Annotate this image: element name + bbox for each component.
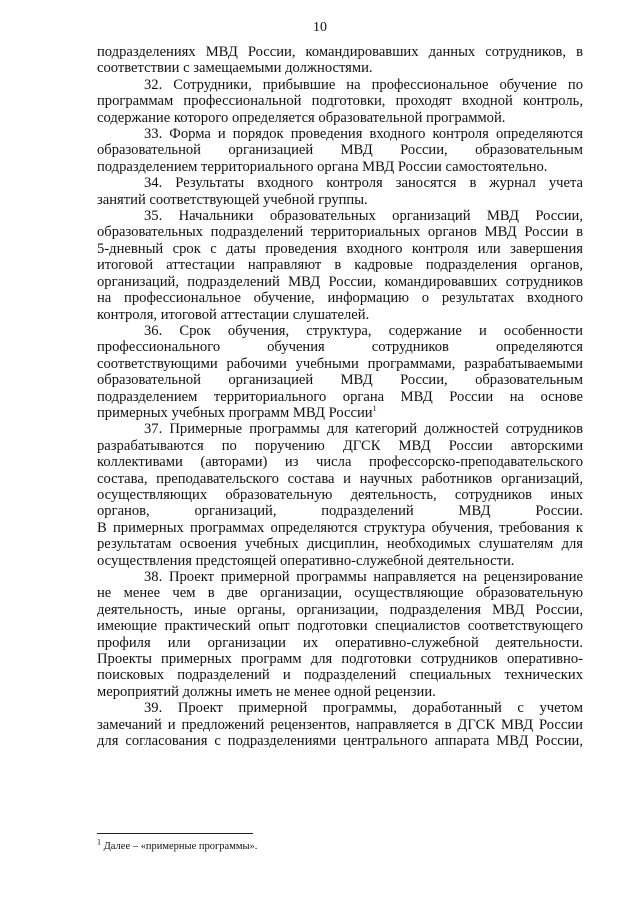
paragraph-36-line: образовательной организацией МВД России, образовательным bbox=[97, 372, 583, 389]
paragraph-38-line: не менее чем в две организации, осуществляющие образовательную bbox=[97, 585, 583, 602]
paragraph-continuation-line: подразделениях МВД России, командировавших данных сотрудников, в bbox=[97, 44, 583, 60]
footnote-text: Далее – «примерные программы». bbox=[101, 841, 258, 852]
paragraph-36-line: профессионального обучения сотрудников определяются bbox=[97, 339, 583, 356]
footnote-divider bbox=[97, 833, 253, 834]
paragraph-35-line: 5-дневный срок с даты проведения входного контроля или завершения bbox=[97, 240, 583, 257]
paragraph-37-line: коллективами (авторами) из числа профессорско-преподавательского bbox=[97, 454, 583, 471]
paragraph-35-line: на профессиональное обучение, информацию о результатах входного bbox=[97, 290, 583, 307]
paragraph-36-line: 36. Срок обучения, структура, содержание и особенности bbox=[144, 322, 583, 339]
paragraph-32-line: программам профессиональной подготовки, проходят входной контроль, bbox=[97, 93, 583, 110]
paragraph-33-line: образовательной организацией МВД России, образовательным bbox=[97, 142, 583, 159]
paragraph-36-last-text: примерных учебных программ МВД России bbox=[97, 404, 373, 421]
paragraph-37-line: разрабатываются по поручению ДГСК МВД России авторскими bbox=[97, 437, 583, 454]
paragraph-33-line: 33. Форма и порядок проведения входного контроля определяются bbox=[144, 126, 583, 143]
paragraph-32-line: 32. Сотрудники, прибывшие на профессиональное обучение по bbox=[144, 76, 583, 93]
paragraph-39-line: 39. Проект примерной программы, доработанный с учетом bbox=[144, 700, 583, 717]
paragraph-36-line: соответствующими рабочими учебными программами, разрабатываемыми bbox=[97, 355, 583, 372]
body-text bbox=[97, 44, 583, 749]
paragraph-35-line: 35. Начальники образовательных организаций МВД России, bbox=[144, 208, 583, 225]
paragraph-37-line: органов, организаций, подразделений МВД России. bbox=[97, 503, 583, 520]
paragraph-35-line: итоговой аттестации направляют в кадровые подразделения органов, bbox=[97, 257, 583, 274]
paragraph-35-line: контроля, итоговой аттестации слушателей. bbox=[97, 306, 370, 323]
footnote-reference: 1 bbox=[372, 404, 377, 414]
page-number: 10 bbox=[313, 20, 327, 35]
paragraph-37-line: результатам освоения учебных дисциплин, необходимых слушателям для bbox=[97, 536, 583, 553]
paragraph-38-line: 38. Проект примерной программы направляется на рецензирование bbox=[144, 569, 583, 585]
footnote bbox=[97, 837, 583, 853]
paragraph-37-line: 37. Примерные программы для категорий должностей сотрудников bbox=[144, 421, 583, 438]
paragraph-continuation-line: соответствии с замещаемыми должностями. bbox=[97, 60, 373, 77]
paragraph-37-line: В примерных программах определяются структура обучения, требования к bbox=[97, 519, 583, 536]
paragraph-37-line: осуществления предстоящей оперативно-служебной деятельности. bbox=[97, 552, 515, 569]
paragraph-35-line: организаций, подразделений МВД России, командировавших сотрудников bbox=[97, 273, 583, 290]
paragraph-36-line: подразделением территориального органа МВД России на основе bbox=[97, 388, 583, 405]
paragraph-37-line: состава, преподавательского состава и научных работников организаций, bbox=[97, 470, 583, 487]
paragraph-38-line: деятельность, иные органы, организации, подразделения МВД России, bbox=[97, 601, 583, 618]
paragraph-38-line: профиля или организации их оперативно-служебной деятельности. bbox=[97, 634, 583, 651]
paragraph-38-line: поисковых подразделений и подразделений специальных технических bbox=[97, 667, 583, 684]
paragraph-35-line: образовательных подразделений территориальных органов МВД России в bbox=[97, 224, 583, 241]
paragraph-38-line: имеющие практический опыт подготовки специалистов соответствующего bbox=[97, 618, 583, 635]
paragraph-34-line: занятий соответствующей учебной группы. bbox=[97, 191, 368, 208]
paragraph-36-line bbox=[97, 405, 583, 421]
footnote-mark: 1 bbox=[97, 837, 101, 847]
paragraph-39-line: для согласования с подразделениями центрального аппарата МВД России, bbox=[97, 733, 583, 750]
paragraph-34-line: 34. Результаты входного контроля заносятся в журнал учета bbox=[144, 175, 583, 192]
paragraph-37-line: осуществляющих образовательную деятельность, сотрудников иных bbox=[97, 486, 583, 503]
paragraph-38-line: Проекты примерных программ для подготовки сотрудников оперативно- bbox=[97, 651, 583, 668]
paragraph-33-line: подразделением территориального органа МВД России самостоятельно. bbox=[97, 158, 548, 175]
paragraph-39-line: замечаний и предложений рецензентов, направляется в ДГСК МВД России bbox=[97, 716, 583, 733]
paragraph-32-line: содержание которого определяется образовательной программой. bbox=[97, 109, 506, 126]
paragraph-38-line: мероприятий должны иметь не менее одной рецензии. bbox=[97, 683, 436, 700]
